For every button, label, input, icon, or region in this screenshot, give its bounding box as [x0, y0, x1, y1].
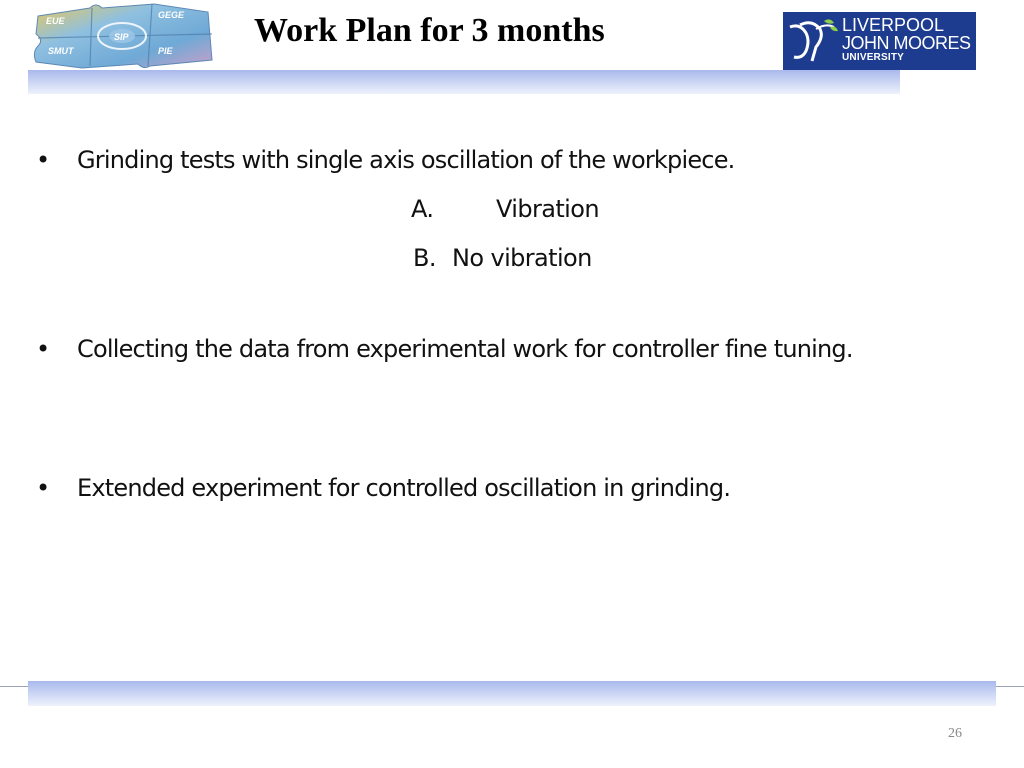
bullet-item [36, 468, 946, 508]
university-name-line: LIVERPOOL [842, 15, 945, 35]
bullet-dot: • [36, 146, 50, 174]
footer-band [28, 681, 996, 706]
university-name-line: UNIVERSITY [842, 52, 905, 63]
puzzle-word: PIE [158, 46, 173, 56]
puzzle-word: EUE [46, 16, 65, 26]
bullet-dot: • [36, 335, 50, 363]
sub-list-item [413, 243, 592, 273]
puzzle-word: SIP [114, 32, 129, 42]
sub-list-item [411, 194, 599, 224]
page-number: 26 [948, 726, 962, 741]
bullet-dot: • [36, 474, 50, 502]
slide-title: Work Plan for 3 months [254, 12, 605, 49]
puzzle-word: SMUT [48, 46, 74, 56]
puzzle-word: GEGE [158, 10, 185, 20]
bullet-text: Extended experiment for controlled oscillation in grinding. [77, 474, 731, 502]
sub-list-text: No vibration [452, 244, 592, 272]
bullet-item [36, 329, 946, 369]
university-name-line: JOHN MOORES [842, 33, 971, 53]
bullet-item [36, 140, 946, 180]
sub-list-marker: A. [411, 195, 434, 223]
bullet-text: Collecting the data from experimental work for controller fine tuning. [77, 335, 853, 363]
bullet-text: Grinding tests with single axis oscillation of the workpiece. [77, 146, 735, 174]
sub-list-text: Vibration [496, 195, 599, 223]
sub-list-marker: B. [413, 244, 436, 272]
